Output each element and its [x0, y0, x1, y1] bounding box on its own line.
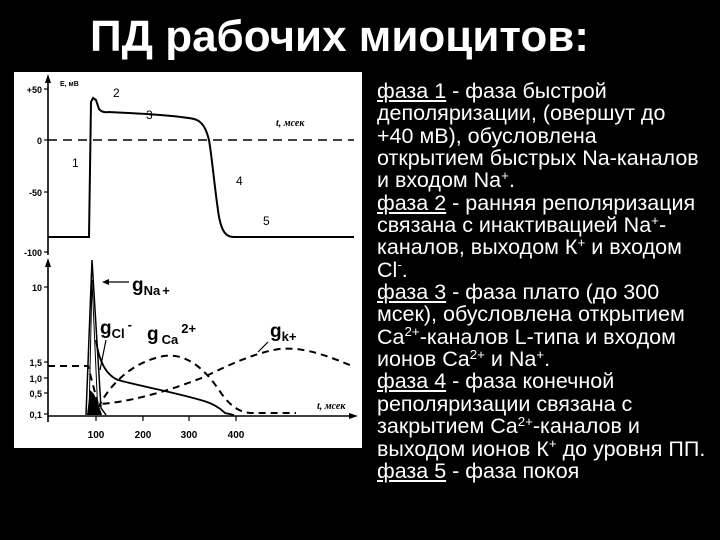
text-run: - фаза быстрой [446, 79, 607, 103]
phase-2-line [377, 214, 717, 236]
ion-charge-superscript: + [577, 235, 586, 251]
text-run: реполяризации связана с [377, 391, 633, 416]
text-run: деполяризации, (овершут до [377, 101, 666, 126]
conductance-symbol: g [270, 321, 282, 342]
potential-tick-label: 0 [36, 136, 42, 146]
text-run: - ранняя реполяризация [446, 190, 696, 215]
action-potential-graph [14, 72, 362, 448]
phase-4-mark: 4 [236, 174, 243, 188]
action-potential-figure [14, 72, 362, 448]
upper-time-axis-label: t, мсек [276, 118, 305, 129]
text-run: мсек), обусловлена открытием [377, 302, 685, 327]
lower-time-axis-label: t, мсек [317, 401, 346, 412]
phase-1-line [377, 125, 717, 147]
text-run: Ca [377, 324, 405, 349]
ion-charge: - [127, 317, 132, 332]
ion-charge-superscript: - [397, 257, 402, 273]
text-run: - фаза покоя [446, 458, 580, 483]
phase-3-mark: 3 [146, 108, 153, 122]
conductance-tick-label: 1,5 [29, 358, 42, 368]
conductance-tick-label: 10 [31, 283, 42, 293]
ion-charge-superscript: + [536, 346, 545, 362]
phase-1-mark: 1 [72, 156, 79, 170]
text-run: . [508, 168, 515, 193]
phase-1-line [377, 80, 717, 102]
phase-3-line [377, 326, 717, 348]
text-run: и Na [484, 347, 537, 372]
ion-charge: + [288, 329, 297, 344]
phase-2-mark: 2 [113, 86, 120, 100]
slide-title: ПД рабочих миоцитов: [90, 12, 589, 61]
phase-1-line [377, 102, 717, 124]
conductance-tick-label: 1,0 [29, 374, 42, 384]
text-run: -каналов и [532, 414, 640, 439]
text-run: и входом Na [377, 168, 502, 193]
phase-4-label: фаза 4 [377, 369, 447, 394]
text-run: до уровня ПП. [556, 436, 706, 461]
text-run: - фаза конечной [446, 369, 615, 394]
ion-name: Cl [111, 326, 125, 341]
potential-tick-label: +50 [26, 85, 42, 95]
text-run: связана с инактивацией Na [377, 213, 652, 238]
phase-1-line [377, 169, 717, 191]
potential-tick-label: -50 [28, 188, 42, 198]
text-run: - фаза плато (до 300 [446, 280, 660, 305]
text-run: ионов Ca [377, 347, 470, 372]
ion-charge-superscript: 2+ [404, 324, 420, 340]
ion-charge-superscript: 2+ [517, 413, 533, 429]
text-run: -каналов L-типа и входом [419, 324, 676, 349]
text-run: каналов, выходом К [377, 235, 578, 260]
ion-charge-superscript: + [651, 212, 659, 228]
ion-name: Ca [161, 332, 179, 347]
phase-5-label: фаза 5 [377, 458, 447, 483]
phase-3-label: фаза 3 [377, 280, 447, 305]
phase-1-label: фаза 1 [377, 79, 447, 103]
potential-axis-label: E, мВ [60, 81, 79, 88]
ion-charge-superscript: 2+ [469, 346, 485, 362]
text-run: . [401, 257, 408, 282]
text-run: Cl [377, 257, 398, 282]
phase-4-line [377, 370, 717, 392]
text-run: выходом ионов К [377, 436, 549, 461]
ion-charge: 2+ [181, 321, 197, 336]
conductance-tick-label: 0,1 [29, 410, 42, 420]
phase-2-label: фаза 2 [377, 190, 447, 215]
ion-charge: + [162, 283, 170, 298]
time-tick-label: 300 [180, 430, 198, 441]
text-run: закрытием Ca [377, 414, 518, 439]
time-tick-label: 400 [227, 430, 245, 441]
ion-name: Na [143, 283, 161, 298]
ion-name: k [281, 329, 289, 344]
phase-2-line [377, 259, 717, 281]
time-tick-label: 200 [134, 430, 152, 441]
conductance-symbol: g [100, 318, 112, 339]
text-run: и входом [585, 235, 682, 260]
potential-tick-label: -100 [23, 248, 42, 258]
conductance-tick-label: 0,5 [29, 389, 42, 399]
phase-3-line [377, 303, 717, 325]
phase-2-line [377, 236, 717, 258]
phase-2-line [377, 192, 717, 214]
text-run: . [544, 347, 551, 372]
phase-4-line [377, 393, 717, 415]
ion-charge-superscript: + [548, 436, 557, 452]
text-run: +40 мВ), обусловлена [377, 123, 597, 148]
phase-3-line [377, 281, 717, 303]
text-run: - [658, 213, 667, 238]
time-tick-label: 100 [87, 430, 105, 441]
conductance-symbol: g [132, 275, 144, 296]
phase-4-line [377, 438, 717, 460]
phase-5-mark: 5 [263, 214, 270, 228]
phase-4-line [377, 415, 717, 437]
phase-description-list [377, 80, 717, 482]
conductance-symbol: g [147, 324, 159, 345]
figure-background [14, 72, 362, 448]
phase-3-line [377, 348, 717, 370]
phase-5-line [377, 460, 717, 482]
phase-1-line [377, 147, 717, 169]
text-run: открытием быстрых Na-каналов [377, 146, 699, 171]
ion-charge-superscript: + [501, 168, 509, 184]
